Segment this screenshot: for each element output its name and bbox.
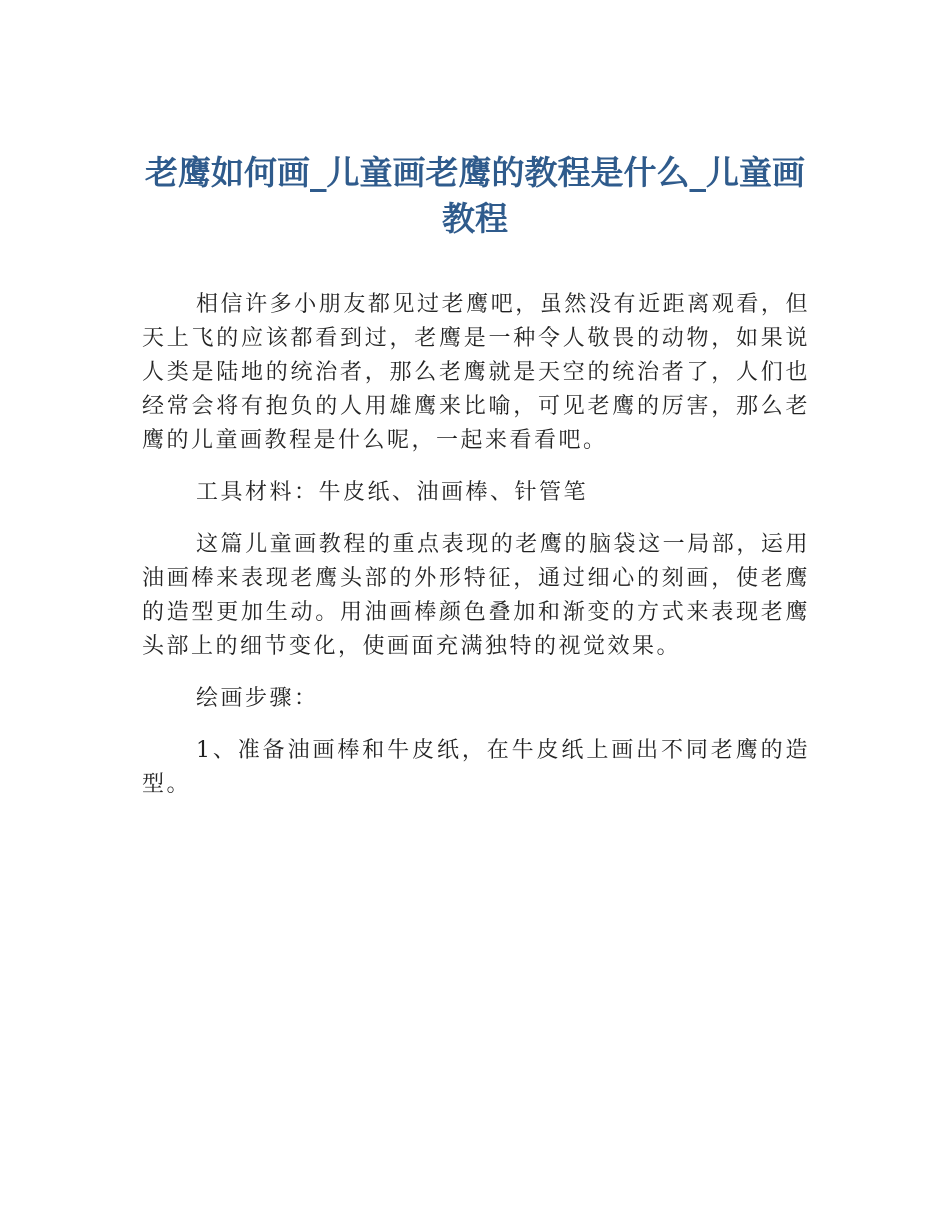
step-1-paragraph: 1、准备油画棒和牛皮纸，在牛皮纸上画出不同老鹰的造型。 bbox=[142, 738, 810, 797]
intro-paragraph: 相信许多小朋友都见过老鹰吧，虽然没有近距离观看，但天上飞的应该都看到过，老鹰是一种令人敬畏的动物，如果说人类是陆地的统治者，那么老鹰就是天空的统治者了，人们也经常会将有抱负的人用雄鹰来比喻，可见老鹰的厉害，那么老鹰的儿童画教程是什么呢，一起来看看吧。 bbox=[142, 292, 810, 453]
document-body bbox=[142, 288, 810, 820]
steps-heading: 绘画步骤： bbox=[196, 686, 319, 711]
materials-paragraph: 工具材料：牛皮纸、油画棒、针管笔 bbox=[196, 480, 589, 505]
page-title: 老鹰如何画_儿童画老鹰的教程是什么_儿童画教程 bbox=[145, 153, 805, 238]
description-paragraph: 这篇儿童画教程的重点表现的老鹰的脑袋这一局部，运用油画棒来表现老鹰头部的外形特征，通过细心的刻画，使老鹰的造型更加生动。用油画棒颜色叠加和渐变的方式来表现老鹰头部上的细节变化，使画面充满独特的视觉效果。 bbox=[142, 532, 810, 659]
